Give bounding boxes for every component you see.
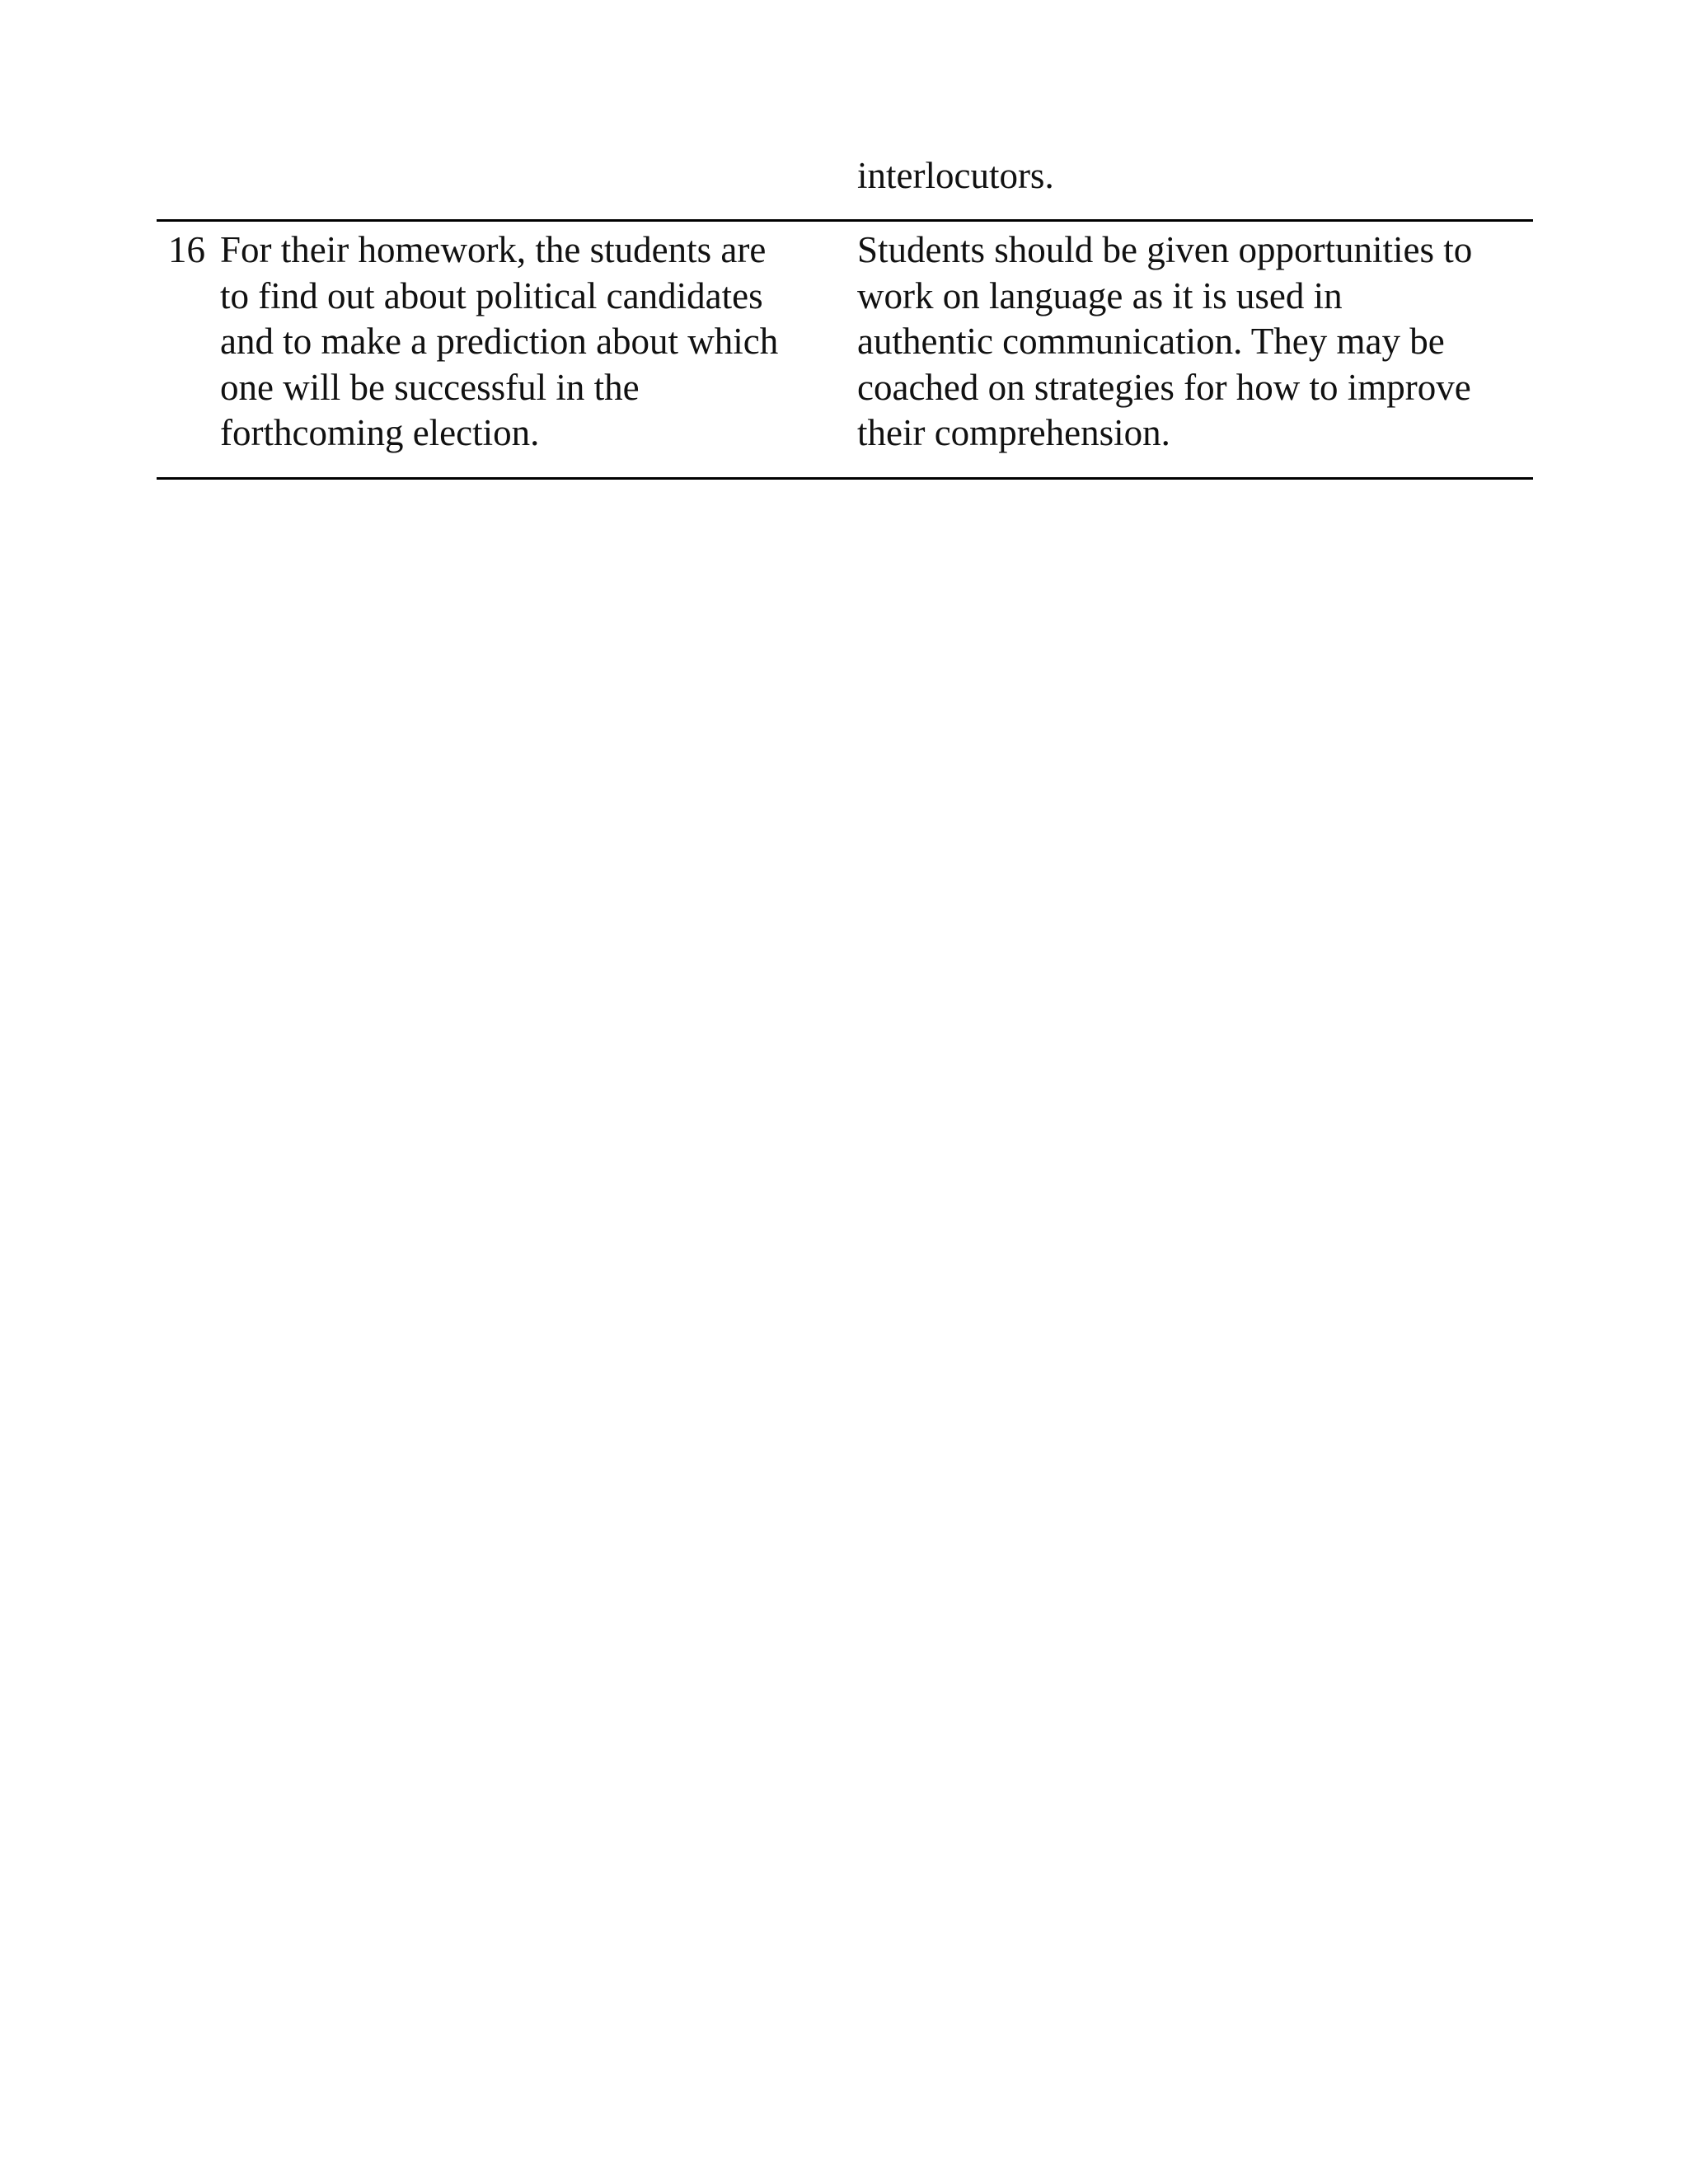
table-row [157, 227, 1533, 475]
principle-text-line: their comprehension. [857, 412, 1170, 453]
principle-cell [857, 227, 1533, 457]
principle-text-line: Students should be given opportunities to [857, 229, 1473, 270]
continued-row [157, 153, 1533, 221]
principle-text-line: authentic communication. They may be [857, 321, 1445, 362]
principle-text-line: work on language as it is used in [857, 274, 1343, 316]
activity-table [157, 153, 1533, 453]
continued-cell-text: interlocutors. [857, 155, 1054, 196]
table-bottom-rule [157, 477, 1533, 480]
activity-text-line: For their homework, the students are [220, 229, 767, 270]
row-number: 16 [168, 229, 205, 270]
activity-description-cell [220, 227, 830, 457]
activity-text-line: forthcoming election. [220, 412, 540, 453]
principle-text-line: coached on strategies for how to improve [857, 366, 1471, 408]
activity-text-line: to find out about political candidates [220, 274, 763, 316]
activity-text-line: and to make a prediction about which [220, 321, 779, 362]
table-row-divider [157, 219, 1533, 222]
activity-text-line: one will be successful in the [220, 366, 640, 408]
